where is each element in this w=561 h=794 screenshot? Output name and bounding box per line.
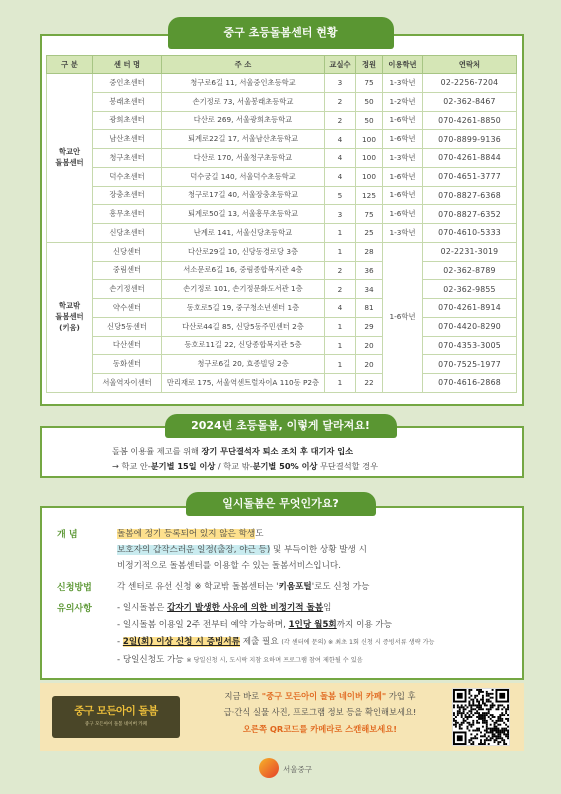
note-2 bbox=[117, 618, 392, 630]
qr-code[interactable] bbox=[452, 688, 510, 746]
table-header-row bbox=[47, 56, 517, 74]
note-1-b: 갑자기 발생한 사유에 의한 비정기적 돌봄 bbox=[167, 603, 324, 613]
promo-line-1 bbox=[193, 690, 447, 702]
cell-classrooms: 2 bbox=[325, 280, 356, 299]
cell-grade: 1-2학년 bbox=[383, 92, 423, 111]
cell-classrooms: 2 bbox=[325, 111, 356, 130]
table-row bbox=[47, 317, 517, 336]
cell-center-name: 신당초센터 bbox=[93, 224, 162, 243]
promo-line-1-c: 가입 후 bbox=[386, 691, 416, 701]
table-row bbox=[47, 242, 517, 261]
header-category: 구 분 bbox=[47, 56, 93, 74]
changes-line-2-e: 무단결석할 경우 bbox=[317, 461, 378, 471]
cell-classrooms: 4 bbox=[325, 299, 356, 318]
center-status-title: 중구 초등돌봄센터 현황 bbox=[168, 17, 394, 49]
cell-capacity: 25 bbox=[356, 224, 383, 243]
cell-contact[interactable]: 070-8899-9136 bbox=[423, 130, 517, 149]
cell-address: 다산로44길 85, 신당5동주민센터 2층 bbox=[162, 317, 325, 336]
cell-capacity: 100 bbox=[356, 167, 383, 186]
cell-capacity: 20 bbox=[356, 355, 383, 374]
note-4-b: ※ 당일신청 시, 도시락 지참 요하며 프로그램 참여 제한될 수 있음 bbox=[186, 657, 363, 664]
concept-line-2-highlight: 보호자의 갑작스러운 일정(출장, 야근 등) bbox=[117, 545, 271, 555]
cell-center-name: 봉래초센터 bbox=[93, 92, 162, 111]
concept-line-1-highlight: 돌봄에 정기 등록되어 있지 않은 학생 bbox=[117, 529, 256, 539]
cell-contact[interactable]: 070-4610-5333 bbox=[423, 224, 517, 243]
apply-line-b: 키움포털 bbox=[278, 582, 312, 592]
table-row bbox=[47, 167, 517, 186]
cell-contact[interactable]: 070-4651-3777 bbox=[423, 167, 517, 186]
cell-contact[interactable]: 02-362-8789 bbox=[423, 261, 517, 280]
cell-center-name: 청구초센터 bbox=[93, 149, 162, 168]
label-notes: 유의사항 bbox=[57, 604, 92, 614]
concept-line-2 bbox=[117, 543, 367, 555]
cell-grade: 1-6학년 bbox=[383, 130, 423, 149]
cell-classrooms: 1 bbox=[325, 336, 356, 355]
cell-contact[interactable]: 070-4261-8914 bbox=[423, 299, 517, 318]
cell-contact[interactable]: 02-362-8467 bbox=[423, 92, 517, 111]
table-row bbox=[47, 149, 517, 168]
table-row bbox=[47, 186, 517, 205]
apply-line bbox=[117, 580, 369, 592]
temporary-care-title: 일시돌봄은 무엇인가요? bbox=[186, 492, 376, 516]
footer-org-name: 서울중구 bbox=[283, 765, 312, 774]
cell-grade: 1-6학년 bbox=[383, 111, 423, 130]
note-3-c: 제출 필요 bbox=[239, 637, 282, 647]
note-3-a: - bbox=[117, 637, 123, 647]
table-row bbox=[47, 111, 517, 130]
changes-title: 2024년 초등돌봄, 이렇게 달라져요! bbox=[165, 414, 397, 438]
note-4-a: - 당일신청도 가능 bbox=[117, 655, 187, 665]
table-row bbox=[47, 92, 517, 111]
note-4 bbox=[117, 653, 363, 665]
header-capacity: 정원 bbox=[356, 56, 383, 74]
label-concept: 개 념 bbox=[57, 530, 78, 540]
cell-classrooms: 1 bbox=[325, 224, 356, 243]
cell-classrooms: 3 bbox=[325, 74, 356, 93]
cell-capacity: 50 bbox=[356, 92, 383, 111]
cell-contact[interactable]: 02-362-9855 bbox=[423, 280, 517, 299]
cell-center-name: 약수센터 bbox=[93, 299, 162, 318]
cell-capacity: 75 bbox=[356, 74, 383, 93]
cell-address: 동호로5길 19, 중구청소년센터 1층 bbox=[162, 299, 325, 318]
cell-classrooms: 1 bbox=[325, 317, 356, 336]
cafe-logo-text: 중구 모든아이 돌봄 bbox=[74, 705, 158, 717]
cell-capacity: 36 bbox=[356, 261, 383, 280]
header-contact: 연락처 bbox=[423, 56, 517, 74]
group-in-school: 학교안 돌봄센터 bbox=[47, 74, 93, 243]
cell-classrooms: 1 bbox=[325, 242, 356, 261]
table-row bbox=[47, 280, 517, 299]
concept-line-3: 비정기적으로 돌봄센터를 이용할 수 있는 돌봄서비스입니다. bbox=[117, 561, 341, 571]
cell-capacity: 28 bbox=[356, 242, 383, 261]
cell-address: 동호로11길 22, 신당종합복지관 5층 bbox=[162, 336, 325, 355]
cell-grade: 1-6학년 bbox=[383, 167, 423, 186]
promo-line-2: 급·간식 실물 사진, 프로그램 정보 등을 확인해보세요! bbox=[223, 707, 417, 717]
note-3-b: 2일(회) 이상 신청 시 증빙서류 bbox=[122, 637, 240, 647]
table-row bbox=[47, 355, 517, 374]
cell-address: 손기정로 101, 손기정문화도서관 1층 bbox=[162, 280, 325, 299]
cell-address: 난계로 141, 서울신당초등학교 bbox=[162, 224, 325, 243]
cell-center-name: 신당센터 bbox=[93, 242, 162, 261]
cell-contact[interactable]: 070-4420-8290 bbox=[423, 317, 517, 336]
cell-contact[interactable]: 070-4616-2868 bbox=[423, 374, 517, 393]
concept-line-1 bbox=[117, 527, 264, 539]
cell-capacity: 34 bbox=[356, 280, 383, 299]
cell-center-name: 다산센터 bbox=[93, 336, 162, 355]
cell-center-name: 남산초센터 bbox=[93, 130, 162, 149]
cell-contact[interactable]: 070-4261-8850 bbox=[423, 111, 517, 130]
table-row bbox=[47, 130, 517, 149]
cell-capacity: 22 bbox=[356, 374, 383, 393]
cell-grade: 1-3학년 bbox=[383, 149, 423, 168]
cafe-logo bbox=[52, 696, 180, 738]
cell-center-name: 중림센터 bbox=[93, 261, 162, 280]
changes-line-2-c: / 학교 밖- bbox=[215, 461, 253, 471]
cell-address: 서소문로6길 16, 중림종합복지관 4층 bbox=[162, 261, 325, 280]
note-1 bbox=[117, 601, 331, 613]
table-row bbox=[47, 224, 517, 243]
promo-line-1-a: 지금 바로 bbox=[224, 691, 262, 701]
cell-contact[interactable]: 070-8827-6352 bbox=[423, 205, 517, 224]
table-row bbox=[47, 374, 517, 393]
cell-center-name: 덕수초센터 bbox=[93, 167, 162, 186]
note-3-d: (각 센터에 문의) ※ 최초 1회 신청 시 증빙서류 생략 가능 bbox=[281, 639, 435, 646]
note-2-b: 1인당 월5회 bbox=[288, 620, 337, 630]
cafe-logo-subtext: 중구 모든아이 돌봄 네이버 카페 bbox=[84, 722, 148, 727]
promo-line-3: 오른쪽 QR코드를 카메라로 스캔해보세요! bbox=[242, 724, 398, 734]
qr-code-icon bbox=[453, 689, 509, 745]
cell-grade: 1-3학년 bbox=[383, 224, 423, 243]
center-table bbox=[46, 55, 517, 393]
changes-line-2-b: 분기별 15일 이상 bbox=[150, 461, 216, 471]
cell-grade: 1-3학년 bbox=[383, 74, 423, 93]
cell-center-name: 서울역자이센터 bbox=[93, 374, 162, 393]
label-apply: 신청방법 bbox=[57, 583, 92, 593]
apply-line-a: 각 센터로 유선 신청 ※ 학교밖 돌봄센터는 ' bbox=[117, 582, 279, 592]
cell-center-name: 흥무초센터 bbox=[93, 205, 162, 224]
cell-contact[interactable]: 02-2231-3019 bbox=[423, 242, 517, 261]
header-grade: 이용학년 bbox=[383, 56, 423, 74]
cell-address: 청구로6길 20, 효종빌딩 2층 bbox=[162, 355, 325, 374]
note-3 bbox=[117, 635, 435, 647]
cell-center-name: 중인초센터 bbox=[93, 74, 162, 93]
cell-grade: 1-6학년 bbox=[383, 186, 423, 205]
note-1-c: 임 bbox=[323, 603, 332, 613]
cell-address: 덕수궁길 140, 서울덕수초등학교 bbox=[162, 167, 325, 186]
cell-capacity: 75 bbox=[356, 205, 383, 224]
cell-address: 만리재로 175, 서울역센트럴자이A 110동 P2층 bbox=[162, 374, 325, 393]
changes-line-1 bbox=[112, 446, 353, 457]
cell-capacity: 100 bbox=[356, 130, 383, 149]
cell-classrooms: 2 bbox=[325, 92, 356, 111]
changes-line-1-text: 돌봄 이용률 제고를 위해 bbox=[112, 446, 202, 456]
cell-grade: 1-6학년 bbox=[383, 205, 423, 224]
table-row bbox=[47, 336, 517, 355]
table-row bbox=[47, 299, 517, 318]
apply-line-c: '로도 신청 가능 bbox=[311, 582, 370, 592]
cell-classrooms: 3 bbox=[325, 205, 356, 224]
cell-center-name: 동화센터 bbox=[93, 355, 162, 374]
cell-contact[interactable]: 070-4353-3005 bbox=[423, 336, 517, 355]
note-1-a: - 일시돌봄은 bbox=[117, 603, 168, 613]
cell-address: 다산로 269, 서울광희초등학교 bbox=[162, 111, 325, 130]
promo-line-1-b: "중구 모든아이 돌봄 네이버 카페" bbox=[261, 691, 387, 701]
changes-line-2-a: → 학교 안- bbox=[112, 461, 151, 471]
cell-address: 청구로17길 40, 서울장충초등학교 bbox=[162, 186, 325, 205]
cell-classrooms: 1 bbox=[325, 355, 356, 374]
note-2-c: 까지 이용 가능 bbox=[336, 620, 393, 630]
cell-center-name: 광희초센터 bbox=[93, 111, 162, 130]
header-address: 주 소 bbox=[162, 56, 325, 74]
cell-classrooms: 4 bbox=[325, 149, 356, 168]
cell-grade-out-school: 1-6학년 bbox=[383, 242, 423, 392]
group-out-school: 학교밖 돌봄센터 (키움) bbox=[47, 242, 93, 392]
header-classrooms: 교실수 bbox=[325, 56, 356, 74]
note-2-a: - 일시돌봄 이용일 2주 전부터 예약 가능하며, bbox=[117, 620, 289, 630]
cell-center-name: 신당5동센터 bbox=[93, 317, 162, 336]
changes-line-2 bbox=[112, 461, 378, 472]
table-row bbox=[47, 205, 517, 224]
table-row bbox=[47, 261, 517, 280]
cell-classrooms: 2 bbox=[325, 261, 356, 280]
cell-classrooms: 1 bbox=[325, 374, 356, 393]
table-row bbox=[47, 74, 517, 93]
cell-capacity: 81 bbox=[356, 299, 383, 318]
cell-center-name: 손기정센터 bbox=[93, 280, 162, 299]
cell-classrooms: 4 bbox=[325, 167, 356, 186]
cell-classrooms: 4 bbox=[325, 130, 356, 149]
cell-address: 다산로29길 10, 신당동경로당 3층 bbox=[162, 242, 325, 261]
changes-line-2-d: 분기별 50% 이상 bbox=[252, 461, 318, 471]
cell-capacity: 29 bbox=[356, 317, 383, 336]
cell-address: 다산로 170, 서울청구초등학교 bbox=[162, 149, 325, 168]
changes-line-1-bold: 장기 무단결석자 퇴소 조치 후 대기자 입소 bbox=[201, 446, 354, 456]
cell-capacity: 125 bbox=[356, 186, 383, 205]
cell-capacity: 20 bbox=[356, 336, 383, 355]
seoul-junggu-logo-icon bbox=[259, 758, 279, 778]
cell-address: 청구로6길 11, 서울중인초등학교 bbox=[162, 74, 325, 93]
header-center-name: 센 터 명 bbox=[93, 56, 162, 74]
concept-line-2-end: 및 부득이한 상황 발생 시 bbox=[270, 545, 367, 555]
cell-address: 손기정로 73, 서울봉래초등학교 bbox=[162, 92, 325, 111]
cell-capacity: 50 bbox=[356, 111, 383, 130]
concept-line-1-end: 도 bbox=[255, 529, 264, 539]
cell-contact[interactable]: 070-8827-6368 bbox=[423, 186, 517, 205]
cell-address: 퇴계로22길 17, 서울남산초등학교 bbox=[162, 130, 325, 149]
cell-center-name: 장충초센터 bbox=[93, 186, 162, 205]
cell-capacity: 100 bbox=[356, 149, 383, 168]
cell-contact[interactable]: 070-7525-1977 bbox=[423, 355, 517, 374]
cell-contact[interactable]: 02-2256-7204 bbox=[423, 74, 517, 93]
cell-address: 퇴계로50길 13, 서울흥무초등학교 bbox=[162, 205, 325, 224]
cell-classrooms: 5 bbox=[325, 186, 356, 205]
cell-contact[interactable]: 070-4261-8844 bbox=[423, 149, 517, 168]
